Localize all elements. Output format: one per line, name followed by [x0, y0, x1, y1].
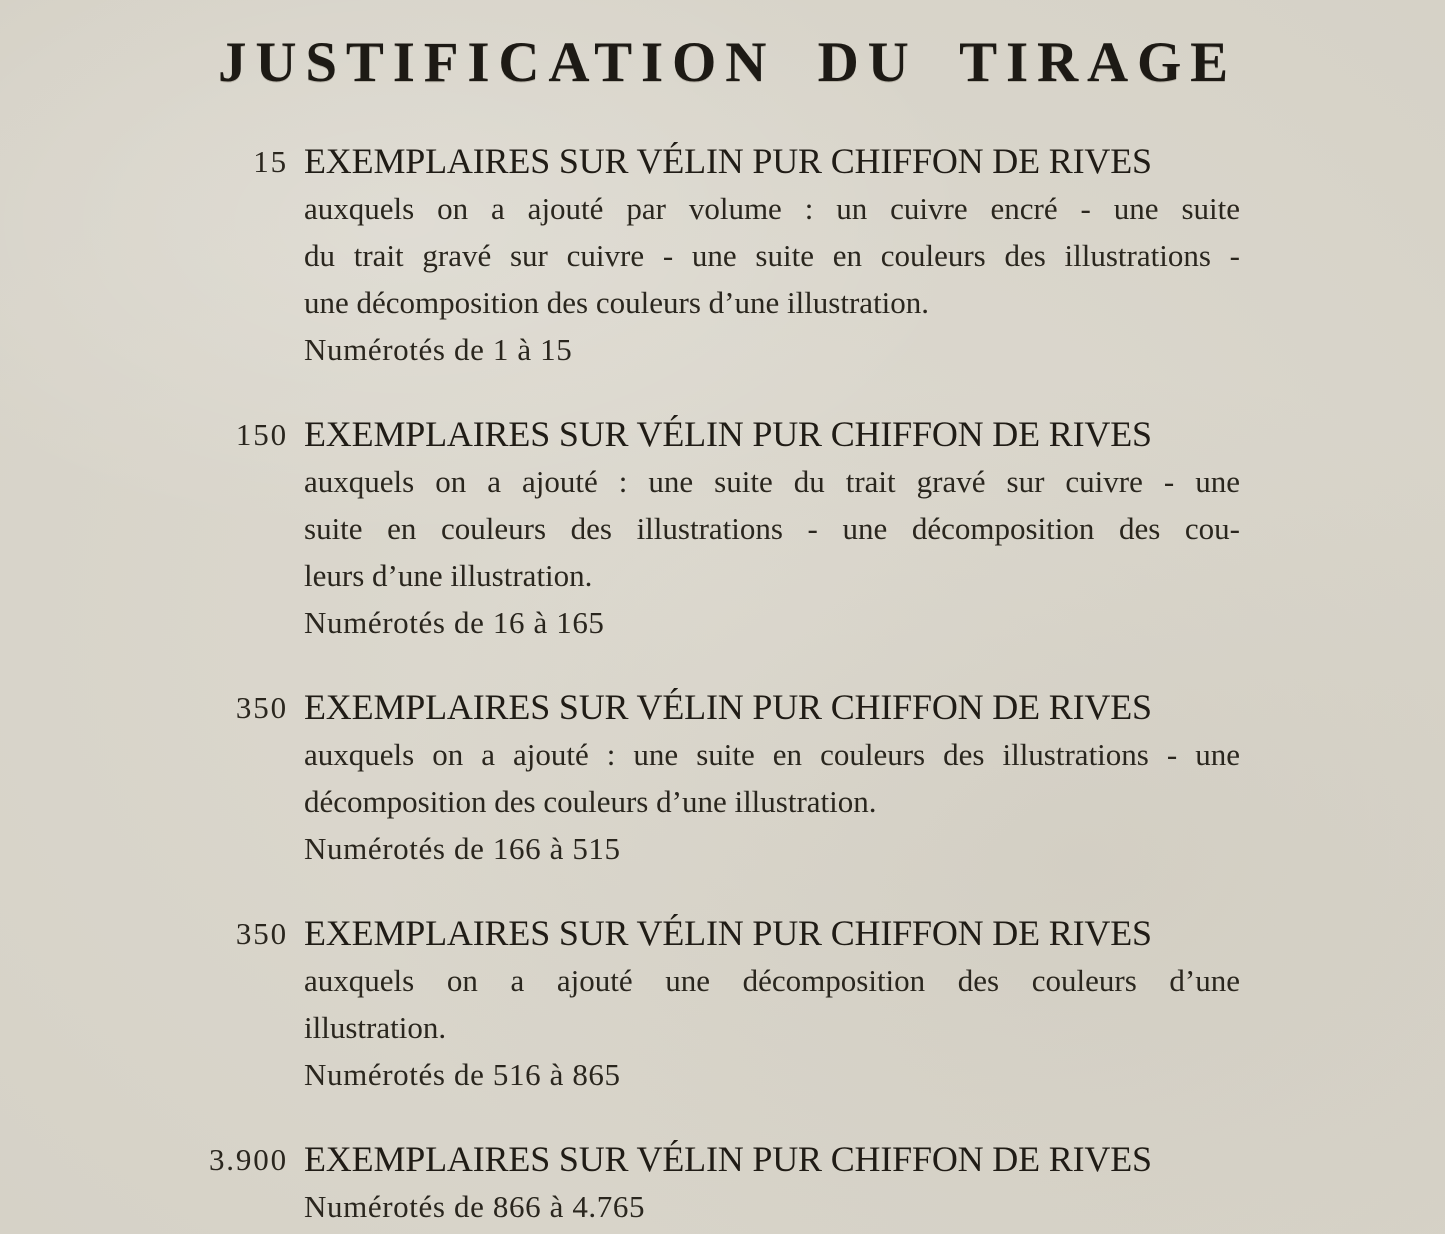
edition-entries	[0, 138, 1445, 1230]
entry-body-line: du trait gravé sur cuivre - une suite en couleurs des illustrations -	[304, 238, 1240, 273]
copies-count: 15	[253, 144, 288, 179]
entry-body-line: une décomposition des couleurs d’une illustration.	[304, 285, 930, 320]
entry-numbering: Numérotés de 516 à 865	[304, 1057, 621, 1092]
entry-body-line: leurs d’une illustration.	[304, 558, 593, 593]
entry-text	[304, 1136, 1240, 1230]
entry-body-line: auxquels on a ajouté une décomposition des couleurs d’une	[304, 963, 1240, 998]
entry-body-line: suite en couleurs des illustrations - une décomposition des cou-	[304, 511, 1240, 546]
entry-heading: EXEMPLAIRES SUR VÉLIN PUR CHIFFON DE RIVES	[304, 141, 1152, 181]
edition-entry	[0, 1136, 1445, 1230]
entry-numbering: Numérotés de 1 à 15	[304, 332, 573, 367]
copies-count: 3.900	[208, 1142, 288, 1177]
edition-entry	[0, 910, 1445, 1098]
entry-body-line: auxquels on a ajouté : une suite en couleurs des illustrations - une	[304, 737, 1240, 772]
entry-body-line: auxquels on a ajouté : une suite du trait gravé sur cuivre - une	[304, 464, 1240, 499]
entry-heading: EXEMPLAIRES SUR VÉLIN PUR CHIFFON DE RIVES	[304, 1139, 1152, 1179]
edition-entry	[0, 411, 1445, 646]
page-title: JUSTIFICATION DU TIRAGE	[217, 31, 1237, 94]
entry-body-line: auxquels on a ajouté par volume : un cuivre encré - une suite	[304, 191, 1240, 226]
entry-text	[304, 684, 1240, 872]
edition-entry	[0, 684, 1445, 872]
entry-numbering: Numérotés de 166 à 515	[304, 831, 621, 866]
entry-text	[304, 910, 1240, 1098]
entry-numbering: Numérotés de 16 à 165	[304, 605, 605, 640]
entry-text	[304, 411, 1240, 646]
edition-entry	[0, 138, 1445, 373]
copies-count: 350	[235, 690, 288, 725]
entry-body-line: illustration.	[304, 1010, 447, 1045]
copies-count: 150	[235, 417, 288, 452]
entry-numbering: Numérotés de 866 à 4.765	[304, 1189, 646, 1224]
entry-body-line: décomposition des couleurs d’une illustration.	[304, 784, 877, 819]
entry-text	[304, 138, 1240, 373]
entry-heading: EXEMPLAIRES SUR VÉLIN PUR CHIFFON DE RIVES	[304, 687, 1152, 727]
copies-count: 350	[235, 916, 288, 951]
entry-heading: EXEMPLAIRES SUR VÉLIN PUR CHIFFON DE RIVES	[304, 414, 1152, 454]
entry-heading: EXEMPLAIRES SUR VÉLIN PUR CHIFFON DE RIVES	[304, 913, 1152, 953]
